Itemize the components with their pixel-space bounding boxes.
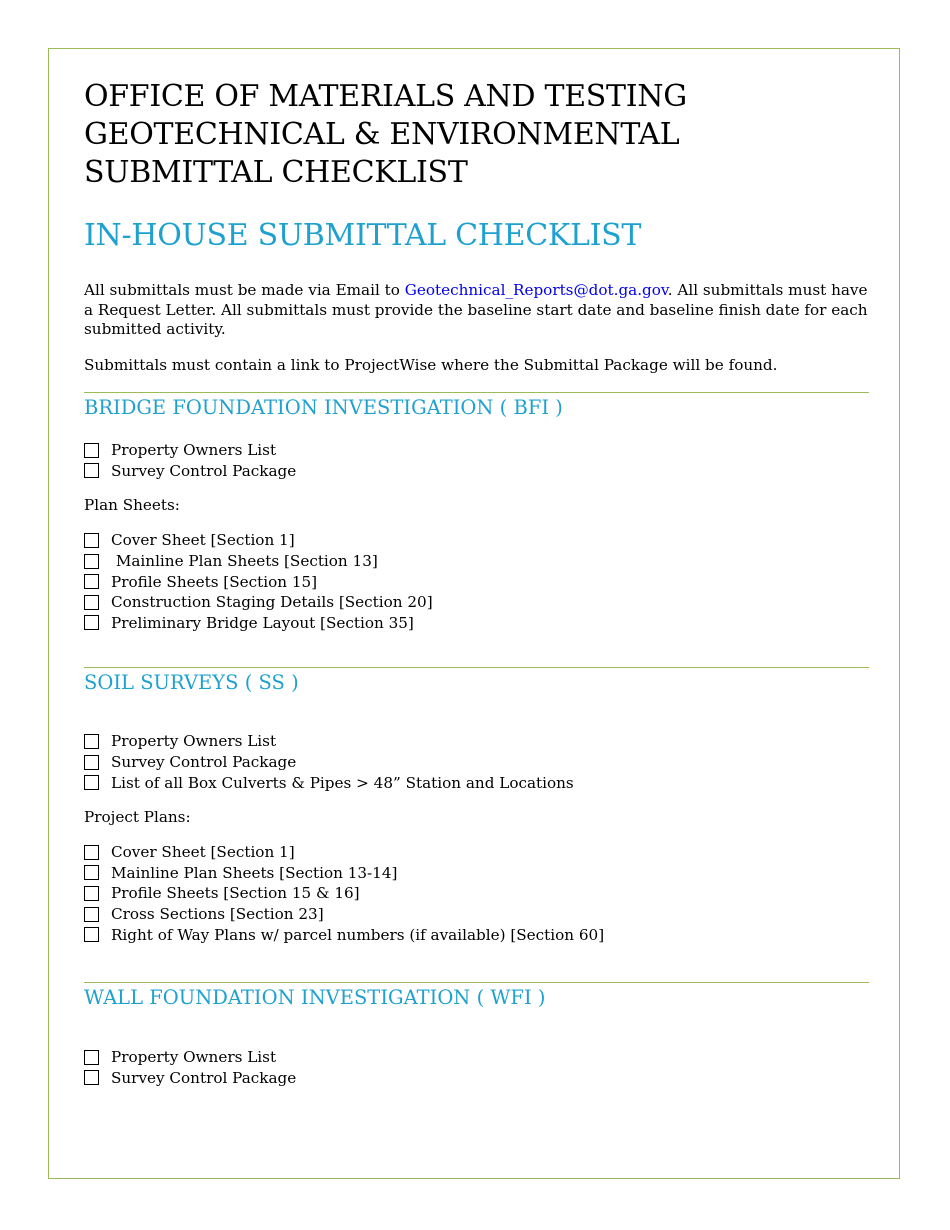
checkbox[interactable] — [84, 463, 99, 478]
list-item — [84, 461, 869, 482]
item-label: Cover Sheet [Section 1] — [111, 843, 295, 862]
item-label: Construction Staging Details [Section 20] — [111, 593, 433, 612]
item-label: Survey Control Package — [111, 753, 297, 772]
projectwise-note: Submittals must contain a link to ProjectWise where the Submittal Package will be found. — [84, 355, 778, 374]
checkbox[interactable] — [84, 907, 99, 922]
list-item — [84, 863, 869, 884]
list-item — [84, 883, 869, 904]
list-item — [84, 571, 869, 592]
checkbox[interactable] — [84, 1050, 99, 1065]
list-item — [84, 1047, 869, 1068]
list-item — [84, 613, 869, 634]
email-link[interactable]: Geotechnical_Reports@dot.ga.gov — [404, 281, 668, 299]
title-line-3: SUBMITTAL CHECKLIST — [84, 155, 468, 190]
wfi-checklist — [84, 1047, 869, 1088]
item-label: Property Owners List — [111, 1048, 277, 1067]
title-line-2: GEOTECHNICAL & ENVIRONMENTAL — [84, 117, 680, 152]
ss-checklist — [84, 731, 869, 793]
item-label: List of all Box Culverts & Pipes > 48” Station and Locations — [111, 773, 574, 792]
item-label: Preliminary Bridge Layout [Section 35] — [111, 613, 414, 632]
checkbox[interactable] — [84, 734, 99, 749]
item-label: Profile Sheets [Section 15 & 16] — [111, 884, 360, 903]
checkbox[interactable] — [84, 533, 99, 548]
list-item — [84, 904, 869, 925]
checkbox[interactable] — [84, 1070, 99, 1085]
checkbox[interactable] — [84, 595, 99, 610]
document-title — [84, 78, 869, 192]
item-label: Right of Way Plans w/ parcel numbers (if available) [Section 60] — [111, 925, 605, 944]
ss-project-plans-checklist — [84, 842, 869, 945]
title-line-1: OFFICE OF MATERIALS AND TESTING — [84, 79, 687, 114]
checkbox[interactable] — [84, 443, 99, 458]
checkbox[interactable] — [84, 615, 99, 630]
list-item — [84, 551, 869, 572]
checkbox[interactable] — [84, 927, 99, 942]
checkbox[interactable] — [84, 574, 99, 589]
bfi-plan-sheets-checklist — [84, 530, 869, 633]
list-item — [84, 440, 869, 461]
checkbox[interactable] — [84, 845, 99, 860]
list-item — [84, 731, 869, 752]
bfi-checklist — [84, 440, 869, 481]
document-subtitle: IN-HOUSE SUBMITTAL CHECKLIST — [84, 218, 642, 253]
item-label: Profile Sheets [Section 15] — [111, 572, 318, 591]
project-plans-label: Project Plans: — [84, 807, 191, 826]
checkbox[interactable] — [84, 775, 99, 790]
item-label: Cover Sheet [Section 1] — [111, 531, 295, 550]
list-item — [84, 772, 869, 793]
section-heading-bfi: BRIDGE FOUNDATION INVESTIGATION ( BFI ) — [84, 396, 563, 419]
list-item — [84, 530, 869, 551]
list-item — [84, 752, 869, 773]
checkbox[interactable] — [84, 865, 99, 880]
item-label: Mainline Plan Sheets [Section 13] — [111, 552, 378, 571]
list-item — [84, 592, 869, 613]
section-bfi — [84, 392, 869, 633]
intro-text-after: . All submittals must have a Request Letter. All submittals must provide the baseline start date and baseline finish date for each submitted activity. — [84, 281, 868, 338]
list-item — [84, 924, 869, 945]
list-item — [84, 842, 869, 863]
checkbox[interactable] — [84, 554, 99, 569]
item-label: Mainline Plan Sheets [Section 13-14] — [111, 863, 398, 882]
document-body — [84, 78, 869, 1088]
checkbox[interactable] — [84, 755, 99, 770]
section-heading-wfi: WALL FOUNDATION INVESTIGATION ( WFI ) — [84, 985, 546, 1009]
intro-paragraph — [84, 281, 869, 340]
section-heading-ss: SOIL SURVEYS ( SS ) — [84, 671, 299, 695]
item-label: Property Owners List — [111, 441, 277, 460]
section-wfi — [84, 982, 869, 1088]
item-label: Survey Control Package — [111, 1068, 297, 1087]
checkbox[interactable] — [84, 886, 99, 901]
item-label: Cross Sections [Section 23] — [111, 905, 324, 924]
item-label: Survey Control Package — [111, 461, 297, 480]
item-label: Property Owners List — [111, 732, 277, 751]
section-ss — [84, 667, 869, 945]
intro-text-before: All submittals must be made via Email to — [84, 281, 405, 299]
plan-sheets-label: Plan Sheets: — [84, 496, 180, 515]
list-item — [84, 1068, 869, 1089]
